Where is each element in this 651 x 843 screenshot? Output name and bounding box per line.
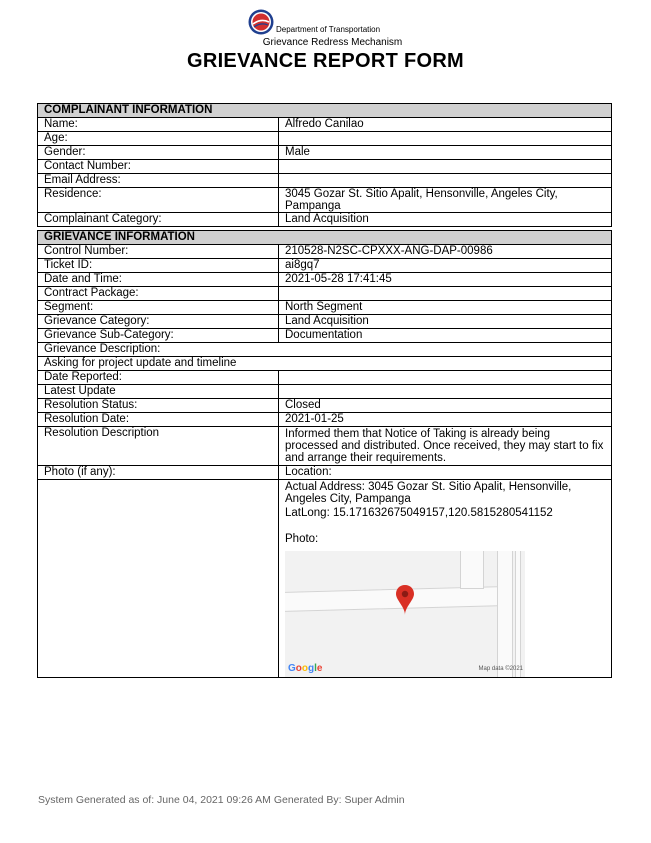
map-road-vertical-1 [460, 551, 484, 589]
map-road-vertical-3 [515, 551, 521, 677]
resdesc-label: Resolution Description [38, 427, 279, 466]
grievance-report-table [37, 103, 612, 678]
ticket-row [38, 259, 612, 273]
grievance-category-value: Land Acquisition [279, 315, 612, 329]
dotr-seal-icon [248, 9, 274, 35]
datetime-row [38, 273, 612, 287]
google-logo: Google [288, 663, 323, 674]
location-map[interactable] [285, 551, 525, 677]
actual-address: Actual Address: 3045 Gozar St. Sitio Apalit, Hensonville, Angeles City, Pampanga [285, 481, 572, 505]
subcategory-value: Documentation [279, 329, 612, 343]
control-row [38, 245, 612, 259]
map-road-vertical-2 [497, 551, 513, 677]
email-row [38, 174, 612, 188]
gender-label: Gender: [38, 146, 279, 160]
name-label: Name: [38, 118, 279, 132]
gender-value: Male [279, 146, 612, 160]
package-value [279, 287, 612, 301]
subcategory-label: Grievance Sub-Category: [38, 329, 279, 343]
resdesc-row [38, 427, 612, 466]
package-label: Contract Package: [38, 287, 279, 301]
latest-label: Latest Update [38, 385, 279, 399]
segment-row [38, 301, 612, 315]
reported-value [279, 371, 612, 385]
map-attribution: Map data ©2021 [478, 666, 523, 672]
description-row [38, 357, 612, 371]
status-label: Resolution Status: [38, 399, 279, 413]
description-value: Asking for project update and timeline [38, 357, 612, 371]
subcategory-row [38, 329, 612, 343]
name-value: Alfredo Canilao [279, 118, 612, 132]
datetime-label: Date and Time: [38, 273, 279, 287]
photo-cell [38, 480, 279, 678]
complainant-category-value: Land Acquisition [279, 213, 612, 227]
location-detail-row [38, 480, 612, 678]
email-label: Email Address: [38, 174, 279, 188]
status-row [38, 399, 612, 413]
residence-value: 3045 Gozar St. Sitio Apalit, Hensonville, Angeles City, Pampanga [279, 188, 612, 213]
status-value: Closed [279, 399, 612, 413]
department-name: Department of Transportation [276, 25, 381, 34]
grievance-section-header: GRIEVANCE INFORMATION [38, 231, 612, 245]
contact-value [279, 160, 612, 174]
latest-row [38, 385, 612, 399]
description-label-row [38, 343, 612, 357]
age-value [279, 132, 612, 146]
resdate-row [38, 413, 612, 427]
contact-row [38, 160, 612, 174]
location-cell [279, 480, 612, 678]
contact-label: Contact Number: [38, 160, 279, 174]
email-value [279, 174, 612, 188]
datetime-value: 2021-05-28 17:41:45 [279, 273, 612, 287]
gender-row [38, 146, 612, 160]
resdate-value: 2021-01-25 [279, 413, 612, 427]
latlong: LatLong: 15.171632675049157,120.5815280541152 [285, 507, 553, 519]
map-pin-icon [396, 585, 414, 615]
residence-label: Residence: [38, 188, 279, 213]
description-label: Grievance Description: [38, 343, 612, 357]
control-label: Control Number: [38, 245, 279, 259]
map-road-horizontal [285, 586, 503, 612]
resdesc-value: Informed them that Notice of Taking is already being processed and distributed. Once received, they may start to fix and arrange their requirements. [279, 427, 612, 466]
reported-label: Date Reported: [38, 371, 279, 385]
form-title: GRIEVANCE REPORT FORM [186, 50, 465, 72]
control-value: 210528-N2SC-CPXXX-ANG-DAP-00986 [279, 245, 612, 259]
grievance-category-row [38, 315, 612, 329]
reported-row [38, 371, 612, 385]
resdate-label: Resolution Date: [38, 413, 279, 427]
photo-label: Photo (if any): [38, 466, 279, 480]
system-footer: System Generated as of: June 04, 2021 09:26 AM Generated By: Super Admin [38, 794, 405, 806]
age-label: Age: [38, 132, 279, 146]
complainant-category-row [38, 213, 612, 227]
location-label: Location: [279, 466, 612, 480]
complainant-category-label: Complainant Category: [38, 213, 279, 227]
grievance-category-label: Grievance Category: [38, 315, 279, 329]
photo-caption: Photo: [285, 533, 319, 545]
name-row [38, 118, 612, 132]
ticket-label: Ticket ID: [38, 259, 279, 273]
residence-row [38, 188, 612, 213]
package-row [38, 287, 612, 301]
program-name: Grievance Redress Mechanism [262, 37, 403, 48]
latest-value [279, 385, 612, 399]
segment-value: North Segment [279, 301, 612, 315]
ticket-value: ai8gq7 [279, 259, 612, 273]
age-row [38, 132, 612, 146]
segment-label: Segment: [38, 301, 279, 315]
complainant-section-header: COMPLAINANT INFORMATION [38, 104, 612, 118]
photo-location-row [38, 466, 612, 480]
